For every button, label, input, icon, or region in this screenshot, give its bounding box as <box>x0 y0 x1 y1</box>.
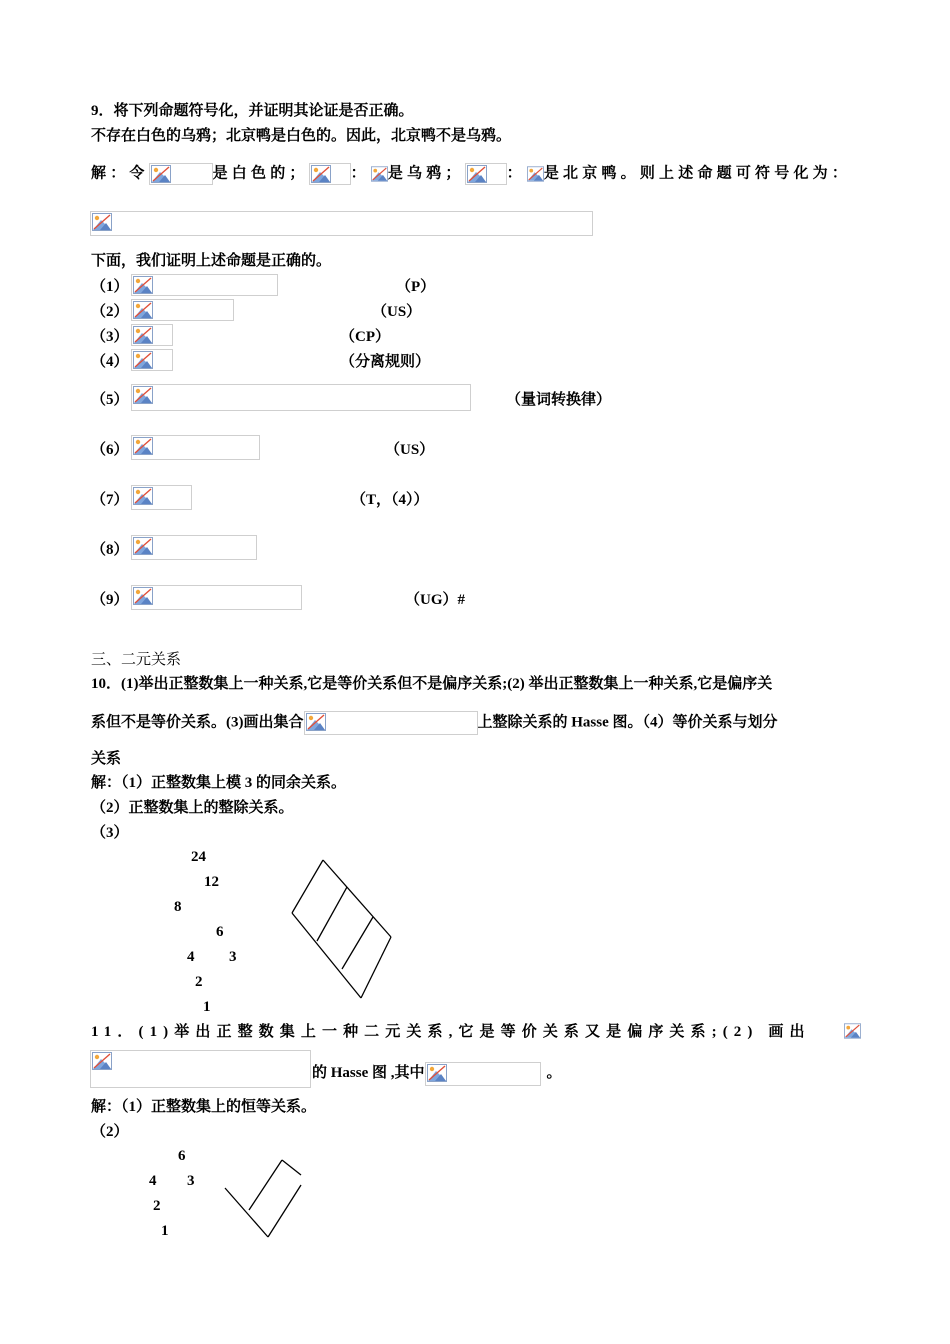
step-rule: （US） <box>372 304 422 320</box>
q10-line2-b: 上整除关系的 Hasse 图。（4）等价关系与划分 <box>477 714 778 731</box>
hasse-node-4: 4 <box>187 949 195 965</box>
step-rule: （P） <box>396 279 436 295</box>
hasse-node-4: 4 <box>149 1173 157 1189</box>
proof-step-9 <box>91 588 129 609</box>
hasse-node-2: 2 <box>153 1198 161 1214</box>
hasse-node-24: 24 <box>191 849 206 865</box>
proof-step-1 <box>91 275 129 296</box>
q10-answer-1: 解：（1）正整数集上模 3 的同余关系。 <box>91 775 347 791</box>
broken-image-icon <box>371 166 388 182</box>
proof-step-7 <box>91 488 129 509</box>
q9-sol-white: 是白色的； <box>212 165 309 182</box>
formula-image-premises <box>90 211 593 236</box>
hasse-node-2: 2 <box>195 974 203 990</box>
q9-proof-intro: 下面，我们证明上述命题是正确的。 <box>91 253 332 269</box>
hasse-diagram-q11 <box>220 1155 310 1243</box>
broken-image-icon <box>467 165 487 183</box>
broken-image-icon <box>133 301 153 319</box>
step-number: （1） <box>91 279 129 295</box>
broken-image-icon <box>92 213 112 231</box>
step-number: （3） <box>91 329 129 345</box>
hasse-edge <box>282 1160 301 1175</box>
q9-sol-colon1: ： <box>350 165 370 182</box>
section-heading: 三、二元关系 <box>91 652 182 668</box>
q10-line2-a: 系但不是等价关系。(3)画出集合 <box>91 714 304 731</box>
q10-line3: 关系 <box>91 751 122 767</box>
formula-image-set-b <box>425 1062 541 1086</box>
formula-image-step-1 <box>131 274 278 296</box>
broken-image-icon <box>151 165 171 183</box>
broken-image-icon <box>92 1052 112 1070</box>
q10-line2 <box>91 711 778 735</box>
q9-sol-duck: 是北京鸭。则上述命题可符号化为： <box>543 165 852 182</box>
hasse-edge <box>361 937 391 998</box>
formula-image-fx <box>149 163 213 185</box>
step-rule: （UG）# <box>405 592 466 608</box>
broken-image-icon <box>527 166 544 182</box>
step-rule: （T，（4）） <box>351 492 429 508</box>
formula-image-step-3 <box>131 324 173 346</box>
formula-image-g <box>370 165 388 183</box>
q9-sol-prefix: 解：令 <box>91 165 149 182</box>
step-number: （8） <box>91 542 129 558</box>
formula-image-set-a <box>304 711 478 735</box>
formula-image-step-2 <box>131 299 234 321</box>
proof-step-8 <box>91 538 129 559</box>
step-number: （5） <box>91 392 129 408</box>
broken-image-icon <box>133 326 153 344</box>
step-rule: （CP） <box>340 329 390 345</box>
formula-image-step-5 <box>131 384 471 411</box>
q9-sol-colon2: ： <box>506 165 526 182</box>
formula-image-step-4 <box>131 349 173 371</box>
q10-answer-2: （2）正整数集上的整除关系。 <box>91 800 294 816</box>
q11-line1: 11．(1)举出正整数集上一种二元关系,它是等价关系又是偏序关系;(2) 画出 <box>91 1024 811 1040</box>
hasse-edge <box>292 860 323 913</box>
broken-image-icon <box>133 386 153 404</box>
q11-answer-2: （2） <box>91 1124 129 1140</box>
broken-image-icon <box>133 276 153 294</box>
broken-image-icon <box>133 537 153 555</box>
broken-image-icon <box>844 1021 861 1041</box>
hasse-node-1: 1 <box>161 1223 169 1239</box>
formula-image-step-8 <box>131 535 257 560</box>
formula-image-a <box>843 1020 861 1042</box>
hasse-node-3: 3 <box>187 1173 195 1189</box>
hasse-edge <box>317 887 347 941</box>
q11-answer-1: 解：（1）正整数集上的恒等关系。 <box>91 1099 317 1115</box>
broken-image-icon <box>133 437 153 455</box>
q9-sol-crow: 是乌鸦； <box>387 165 465 182</box>
step-rule: （分离规则） <box>340 354 431 370</box>
q11-line2-b: 。 <box>546 1065 562 1081</box>
step-number: （2） <box>91 304 129 320</box>
hasse-node-6: 6 <box>216 924 224 940</box>
hasse-node-12: 12 <box>204 874 219 890</box>
hasse-edge <box>225 1188 268 1237</box>
q9-statement: 不存在白色的乌鸦；北京鸭是白色的。因此，北京鸭不是乌鸦。 <box>91 128 512 144</box>
broken-image-icon <box>306 713 326 731</box>
broken-image-icon <box>133 351 153 369</box>
broken-image-icon <box>133 587 153 605</box>
q9-solution-line <box>91 163 851 185</box>
hasse-node-6: 6 <box>178 1148 186 1164</box>
formula-image-relation <box>90 1050 311 1088</box>
proof-step-6 <box>91 438 129 459</box>
step-number: （9） <box>91 592 129 608</box>
formula-image-step-6 <box>131 435 260 460</box>
hasse-node-1: 1 <box>203 999 211 1015</box>
proof-step-4 <box>91 350 129 371</box>
proof-step-5 <box>91 388 129 409</box>
q9-title: 9．将下列命题符号化，并证明其论证是否正确。 <box>91 103 414 119</box>
proof-step-2 <box>91 300 129 321</box>
step-number: （7） <box>91 492 129 508</box>
hasse-diagram-divisibility <box>285 855 400 1005</box>
step-rule: （US） <box>385 442 435 458</box>
broken-image-icon <box>311 165 331 183</box>
formula-image-step-7 <box>131 485 192 510</box>
broken-image-icon <box>427 1064 447 1082</box>
step-number: （4） <box>91 354 129 370</box>
hasse-edge <box>249 1160 282 1210</box>
formula-image-gx <box>309 163 351 185</box>
q10-answer-3: （3） <box>91 825 129 841</box>
formula-image-step-9 <box>131 585 302 610</box>
q10-line1: 10．(1)举出正整数集上一种关系,它是等价关系但不是偏序关系;(2) 举出正整数集上一种关系,它是偏序关 <box>91 676 773 692</box>
step-rule: （量词转换律） <box>506 392 612 408</box>
proof-step-3 <box>91 325 129 346</box>
q11-line2 <box>312 1061 562 1086</box>
broken-image-icon <box>133 487 153 505</box>
q11-line2-a: 的 Hasse 图 ,其中 <box>312 1065 425 1081</box>
formula-image-h <box>526 165 544 183</box>
hasse-edge <box>342 917 373 969</box>
hasse-edge <box>323 860 391 937</box>
formula-image-hx <box>465 163 507 185</box>
hasse-node-3: 3 <box>229 949 237 965</box>
hasse-edge <box>268 1185 301 1237</box>
step-number: （6） <box>91 442 129 458</box>
hasse-node-8: 8 <box>174 899 182 915</box>
